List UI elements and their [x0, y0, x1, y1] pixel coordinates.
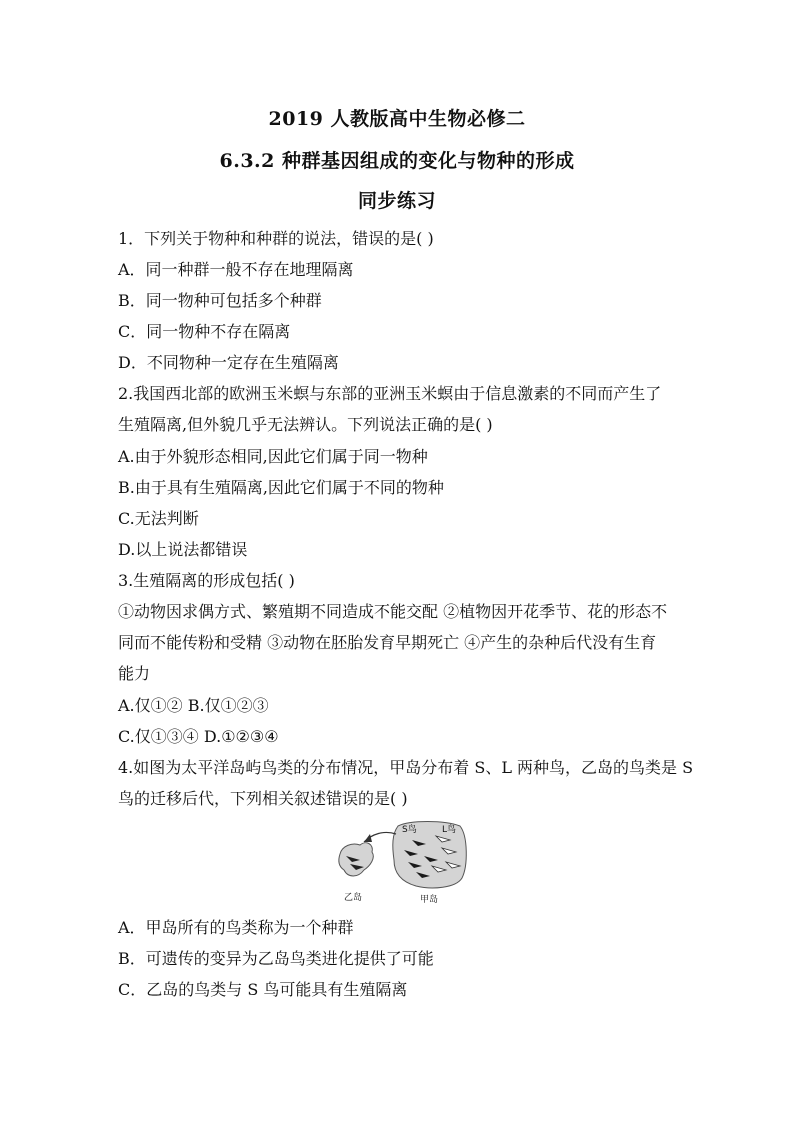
q1-stem: 1．下列关于物种和种群的说法，错误的是( )	[118, 229, 434, 248]
q1-option-a: A．同一种群一般不存在地理隔离	[118, 260, 354, 279]
yi-island-label: 乙岛	[344, 893, 363, 903]
l-bird-label: L鸟	[442, 825, 457, 835]
q4-option-c: C．乙岛的鸟类与 S 鸟可能具有生殖隔离	[118, 980, 408, 999]
q2-stem-line1: 2.我国西北部的欧洲玉米螟与东部的亚洲玉米螟由于信息激素的不同而产生了	[118, 384, 662, 403]
q4-option-a: A．甲岛所有的鸟类称为一个种群	[118, 918, 354, 937]
q3-stem-line4: 能力	[118, 664, 151, 683]
q2-stem-line2: 生殖隔离,但外貌几乎无法辨认。下列说法正确的是( )	[118, 415, 493, 434]
doc-title-textbook: 2019 人教版高中生物必修二	[268, 108, 526, 130]
q3-stem-line3: 同而不能传粉和受精 ③动物在胚胎发育早期死亡 ④产生的杂种后代没有生育	[118, 633, 657, 652]
q2-option-c: C.无法判断	[118, 509, 199, 528]
q3-options-ab: A.仅①② B.仅①②③	[118, 696, 269, 715]
island-birds-figure	[332, 812, 472, 908]
q3-stem-line2: ①动物因求偶方式、繁殖期不同造成不能交配 ②植物因开花季节、花的形态不	[118, 602, 668, 621]
q1-option-d: D．不同物种一定存在生殖隔离	[118, 353, 339, 372]
jia-island-label: 甲岛	[420, 895, 439, 905]
q2-option-d: D.以上说法都错误	[118, 540, 248, 559]
q4-stem-line2: 鸟的迁移后代，下列相关叙述错误的是( )	[118, 789, 408, 808]
doc-title-lesson: 6.3.2 种群基因组成的变化与物种的形成	[219, 150, 575, 172]
s-bird-label: S鸟	[402, 825, 417, 835]
arrow-head-icon	[364, 834, 372, 842]
q3-options-cd: C.仅①③④ D.①②③④	[118, 727, 279, 746]
q4-stem-line1: 4.如图为太平洋岛屿鸟类的分布情况，甲岛分布着 S、L 两种鸟，乙岛的鸟类是 S	[118, 758, 694, 777]
q4-option-b: B．可遗传的变异为乙岛鸟类进化提供了可能	[118, 949, 434, 968]
q2-option-b: B.由于具有生殖隔离,因此它们属于不同的物种	[118, 478, 444, 497]
doc-title-exercise: 同步练习	[357, 190, 436, 212]
q2-option-a: A.由于外貌形态相同,因此它们属于同一物种	[118, 447, 428, 466]
q1-option-c: C．同一物种不存在隔离	[118, 322, 291, 341]
q3-stem-line1: 3.生殖隔离的形成包括( )	[118, 571, 295, 590]
q1-option-b: B．同一物种可包括多个种群	[118, 291, 322, 310]
